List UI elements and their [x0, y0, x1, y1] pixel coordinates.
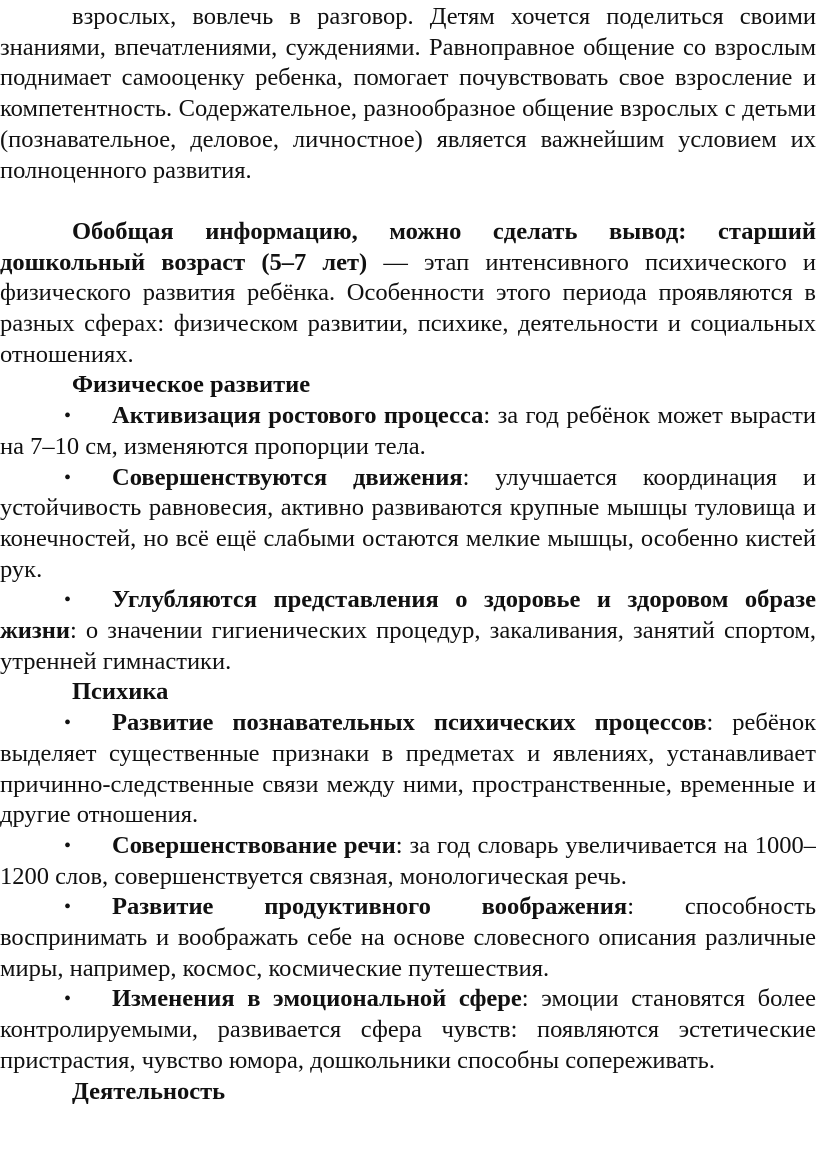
section-heading-psyche: Психика [72, 678, 169, 706]
list-item-text: : за год словарь увеличивается на 1000–1200 слов, совершенствуется связная, монологическая речь. [0, 831, 816, 890]
list-item-text: : способность воспринимать и воображать себе на основе словесного описания различные миры, например, космос, космические путешествия. [0, 893, 816, 982]
bullet-icon: • [64, 834, 72, 857]
list-item-text: : ребёнок выделяет существенные признаки в предметах и явлениях, устанавливает причинно-следственные связи между ними, пространственные, временные и другие отношения. [0, 709, 816, 829]
list-item [0, 831, 816, 892]
list-item-bold: Изменения в эмоциональной сфере [112, 985, 522, 1013]
paragraph-spacer [0, 186, 816, 217]
bullet-icon: • [64, 712, 72, 735]
list-item [0, 401, 816, 462]
list-item-text: : эмоции становятся более контролируемыми, развивается сфера чувств: появляются эстетические пристрастия, чувство юмора, дошкольники способны сопереживать. [0, 985, 816, 1074]
list-item-bold: Развитие продуктивного воображения [112, 893, 628, 921]
list-item [0, 892, 816, 984]
intro-paragraph: взрослых, вовлечь в разговор. Детям хочется поделиться своими знаниями, впечатлениями, суждениями. Равноправное общение со взрослым поднимает самооценку ребенка, помогает почувствовать свое взросление и компетентность. Содержательное, разнообразное общение взрослых с детьми (познавательное, деловое, личностное) является важнейшим условием их полноценного развития. [0, 3, 816, 184]
bullet-icon: • [64, 589, 72, 612]
bullet-icon: • [64, 988, 72, 1011]
list-item [0, 463, 816, 586]
list-item-bold: Совершенствуются движения [112, 463, 463, 491]
bullet-icon: • [64, 405, 72, 428]
list-item [0, 984, 816, 1076]
list-item-text: : о значении гигиенических процедур, закаливания, занятий спортом, утренней гимнастики. [0, 617, 816, 675]
list-item-bold: Углубляются представления о здоровье и здоровом образе жизни [0, 586, 816, 645]
summary-text: — этап интенсивного психического и физического развития ребёнка. Особенности этого периода проявляются в разных сферах: физическом развитии, психике, деятельности и социальных отношениях. [0, 248, 816, 368]
list-item-bold: Активизация ростового процесса [112, 402, 484, 430]
list-item-bold: Совершенствование речи [112, 831, 396, 859]
list-item [0, 585, 816, 677]
list-item-text: : за год ребёнок может вырасти на 7–10 см, изменяются пропорции тела. [0, 402, 816, 460]
list-item [0, 708, 816, 831]
section-heading-physical: Физическое развитие [72, 371, 311, 399]
list-item-text: : улучшается координация и устойчивость равновесия, активно развиваются крупные мышцы туловища и конечностей, но всё ещё слабыми остаются мелкие мышцы, особенно кистей рук. [0, 463, 816, 583]
bullet-icon: • [64, 466, 72, 489]
summary-paragraph [0, 217, 816, 371]
summary-bold: Обобщая информацию, можно сделать вывод: старший дошкольный возраст (5–7 лет) [0, 217, 816, 276]
list-item-bold: Развитие познавательных психических процессов [112, 709, 707, 737]
bullet-icon: • [64, 896, 72, 919]
section-heading-activity: Деятельность [72, 1077, 226, 1105]
